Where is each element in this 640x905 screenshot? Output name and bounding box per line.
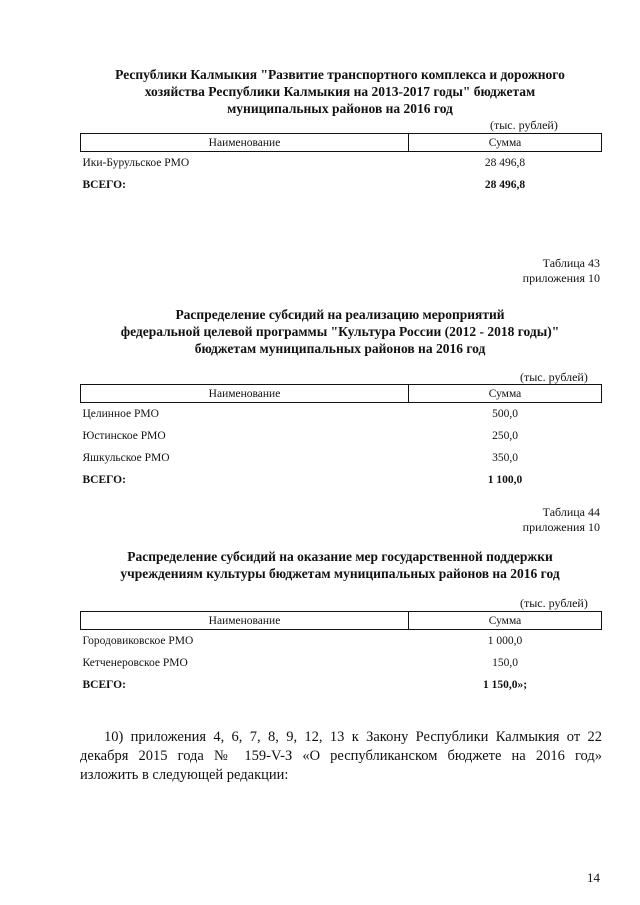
section3-table — [80, 611, 602, 696]
appendix-label: приложения 10 — [522, 271, 600, 285]
row-sum: 28 496,8 — [484, 157, 526, 169]
column-header-name: Наименование — [81, 385, 409, 403]
column-header-name: Наименование — [81, 134, 409, 152]
table-header-row — [81, 385, 602, 403]
paragraph-line: изложить в следующей редакции: — [80, 767, 289, 783]
row-sum: 150,0 — [492, 657, 518, 669]
table-total-row — [81, 174, 602, 196]
page-number: 14 — [587, 870, 600, 885]
section2-table — [80, 384, 602, 491]
table-row — [81, 447, 602, 469]
appendix-label: приложения 10 — [522, 520, 600, 534]
heading-line: Распределение субсидий на оказание мер государственной поддержки — [127, 549, 553, 564]
heading-line: хозяйства Республики Калмыкия на 2013-2017 годы" бюджетам — [144, 84, 536, 99]
row-sum: 500,0 — [492, 408, 518, 420]
section3-heading — [60, 548, 620, 582]
table-header-row — [81, 612, 602, 630]
row-sum: 1 000,0 — [487, 635, 523, 647]
row-name: Ики-Бурульское РМО — [82, 157, 190, 169]
row-name: Городовиковское РМО — [82, 635, 194, 647]
units-label: (тыс. рублей) — [490, 118, 558, 132]
section2-caption — [523, 256, 600, 286]
heading-line: Распределение субсидий на реализацию мероприятий — [175, 307, 505, 322]
heading-line: федеральной целевой программы "Культура России (2012 - 2018 годы)" — [120, 324, 560, 339]
total-label: ВСЕГО: — [82, 474, 126, 486]
row-name: Целинное РМО — [82, 408, 159, 420]
table-row — [81, 403, 602, 426]
table-total-row — [81, 469, 602, 491]
section1-heading — [60, 66, 620, 117]
column-header-name: Наименование — [81, 612, 409, 630]
column-header-sum: Сумма — [409, 134, 602, 152]
paragraph-line: 10) приложения 4, 6, 7, 8, 9, 12, 13 к Закону Республики Калмыкия от 22 — [104, 729, 602, 745]
section2-heading — [60, 306, 620, 357]
paragraph-line: декабря 2015 года № 159-V-З «О республиканском бюджете на 2016 год» — [80, 748, 602, 764]
total-sum: 28 496,8 — [484, 179, 526, 191]
table-row — [81, 425, 602, 447]
section3-caption — [523, 505, 600, 535]
table-header-row — [81, 134, 602, 152]
column-header-sum: Сумма — [409, 612, 602, 630]
total-label: ВСЕГО: — [82, 679, 126, 691]
total-sum: 1 100,0 — [487, 474, 523, 486]
total-sum: 1 150,0»; — [482, 679, 528, 691]
heading-line: учреждениям культуры бюджетам муниципальных районов на 2016 год — [120, 566, 560, 581]
row-sum: 250,0 — [492, 430, 518, 442]
table-row — [81, 652, 602, 674]
heading-line: муниципальных районов на 2016 год — [227, 101, 453, 116]
row-sum: 350,0 — [492, 452, 518, 464]
row-name: Юстинское РМО — [82, 430, 166, 442]
units-label: (тыс. рублей) — [520, 370, 588, 384]
table-row — [81, 152, 602, 175]
heading-line: Республики Калмыкия "Развитие транспортного комплекса и дорожного — [115, 67, 565, 82]
table-number: Таблица 43 — [542, 256, 600, 270]
heading-line: бюджетам муниципальных районов на 2016 год — [194, 341, 486, 356]
column-header-sum: Сумма — [409, 385, 602, 403]
row-name: Кетченеровское РМО — [82, 657, 188, 669]
total-label: ВСЕГО: — [82, 179, 126, 191]
amendment-paragraph — [80, 728, 602, 785]
units-label: (тыс. рублей) — [520, 596, 588, 610]
table-number: Таблица 44 — [542, 505, 600, 519]
table-total-row — [81, 674, 602, 696]
table-row — [81, 630, 602, 653]
row-name: Яшкульское РМО — [82, 452, 170, 464]
section1-table — [80, 133, 602, 196]
